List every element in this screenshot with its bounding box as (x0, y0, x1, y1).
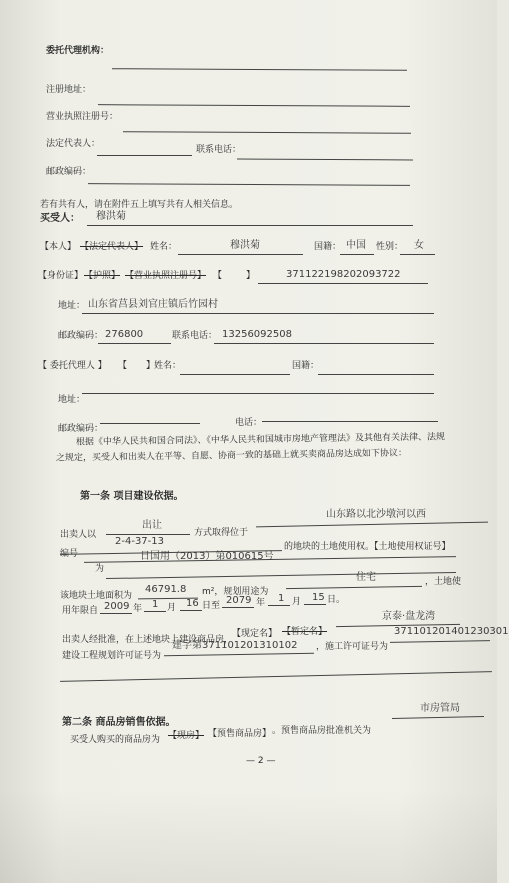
preamble-line-2: 之规定，买受人和出卖人在平等、自愿、协商一致的基础上就买卖商品房达成如下协议： (55, 448, 408, 464)
a2-l1-a: 买受人购买的商品房为 (70, 735, 161, 745)
bracket-person: 【本人】 (40, 242, 77, 252)
a1-l3-a: 编号 (60, 549, 79, 559)
buyer-address-line (82, 313, 434, 314)
gender-label: 性别： (376, 242, 404, 252)
bracket-empty-open: 【 (213, 271, 223, 281)
a1-l4-unit: m²，规划用途为 (202, 587, 269, 597)
a1-l5-mo: 月 (167, 603, 177, 613)
a2-existing-house: 【现房】 (168, 731, 205, 741)
agent-postcode-line (88, 183, 410, 186)
buyer-label: 买受人： (40, 213, 80, 224)
a1-planning-permit: 建字第371101201310102 (172, 640, 298, 651)
agent-title-line (112, 68, 407, 71)
a2-authority: 市房管局 (420, 703, 460, 714)
a1-l1-a: 出卖人以 (60, 530, 97, 540)
a1-location: 山东路以北沙墩河以西 (326, 509, 426, 520)
a1-land-use: 住宅 (356, 572, 376, 583)
a1-l4-a: 该地块土地面积为 (60, 591, 133, 601)
agent-title: 委托代理机构： (46, 46, 110, 56)
nationality-value: 中国 (346, 240, 366, 251)
article2-heading: 第二条 商品房销售依据。 (62, 717, 176, 728)
agent-nationality-label: 国籍： (292, 361, 320, 371)
buyer-name-value: 穆洪菊 (96, 211, 126, 222)
a1-year-start: 2009 (104, 601, 130, 612)
preamble-line-1: 根据《中华人民共和国合同法》、《中华人民共和国城市房地产管理法》及其他有关法律、法规 (75, 432, 446, 448)
a1-l2-b: 的地块的土地使用权。【土地使用权证号】 (284, 542, 451, 552)
a1-month-start-line (144, 611, 166, 612)
person-name-line (178, 254, 303, 255)
page-number: — 2 — (246, 756, 276, 766)
buyer-agent-phone-line (262, 421, 438, 422)
a1-construction-permit: 371101201401230301 (394, 626, 509, 637)
person-name-value: 穆洪菊 (230, 240, 260, 251)
agent-nationality-line (318, 374, 434, 375)
agent-name-label: 姓名： (154, 361, 182, 371)
agent-bracket-open: 【 (118, 361, 128, 371)
a1-l7-a: 建设工程规划许可证号为 (62, 651, 162, 661)
buyer-phone-label: 联系电话： (172, 331, 218, 341)
a1-l5-day: 日。 (327, 595, 346, 605)
a1-l3-b: 为 (95, 564, 105, 574)
a1-month-end: 1 (278, 593, 285, 604)
buyer-agent-postcode-line (100, 423, 200, 424)
a1-extra-line (60, 671, 492, 682)
nationality-line (340, 254, 374, 255)
a1-day-end-line (304, 604, 326, 605)
a2-authority-line (392, 716, 484, 719)
buyer-address-value: 山东省莒县刘官庄镇后竹园村 (88, 299, 218, 310)
a1-parcel: 2-4-37-13 (115, 536, 164, 547)
a1-l5-mo2: 月 (292, 597, 302, 607)
a1-l7-b: ，施工许可证号为 (316, 642, 389, 652)
a1-current-name: 【现定名】 (232, 629, 278, 639)
a1-year-end-line (222, 607, 254, 608)
person-name-label: 姓名： (150, 242, 178, 252)
buyer-phone-value: 13256092508 (222, 329, 292, 340)
a1-day-end: 15 (312, 592, 325, 603)
buyer-agent-address-label: 地址： (58, 395, 86, 405)
a1-land-cert-line (106, 572, 456, 579)
a1-l4-c: ，土地使 (425, 577, 462, 587)
buyer-agent-address-line (82, 393, 434, 394)
a1-planning-permit-line (164, 653, 314, 657)
a1-year-start-line (100, 613, 132, 614)
a1-l5-a: 用年限自 (62, 606, 99, 616)
buyer-postcode-value: 276800 (105, 329, 144, 340)
agent-license-label: 营业执照注册号： (46, 112, 119, 122)
bracket-legal-rep: 【法定代表人】 (80, 242, 144, 252)
agent-reg-address-label: 注册地址： (46, 85, 92, 95)
nationality-label: 国籍： (314, 242, 342, 252)
id-number-value: 371122198202093722 (286, 269, 401, 280)
bracket-passport: 【护照】 (84, 271, 121, 281)
a1-tentative-name: 【暂定名】 (282, 627, 328, 637)
buyer-postcode-label: 邮政编码： (58, 331, 104, 341)
bracket-id-card: 【身份证】 (38, 271, 84, 281)
bracket-empty-close: 】 (246, 271, 256, 281)
a1-l5-to: 日至 (202, 601, 221, 611)
a1-month-end-line (268, 605, 290, 606)
a1-month-start: 1 (152, 599, 159, 610)
agent-bracket-close: 】 (146, 361, 156, 371)
a1-project-name: 京泰·盘龙湾 (382, 611, 436, 622)
agent-name-line (180, 374, 290, 375)
page-shadow (0, 790, 497, 883)
a1-day-start-line (180, 610, 202, 611)
a1-construction-permit-line (390, 640, 490, 643)
co-owner-note: 若有共有人，请在附件五上填写共有人相关信息。 (40, 200, 239, 210)
agent-legal-rep-label: 法定代表人： (46, 139, 101, 149)
a2-presale-house: 【预售商品房】 (208, 729, 272, 739)
buyer-agent-postcode-label: 邮政编码： (58, 424, 104, 434)
agent-phone-label: 联系电话： (196, 145, 242, 155)
a1-land-area: 46791.8 (145, 584, 187, 595)
agent-phone-line (237, 159, 413, 161)
agent-license-line (123, 131, 411, 134)
buyer-postcode-line (98, 343, 171, 344)
id-number-line (258, 283, 428, 284)
gender-line (400, 254, 435, 255)
agent-postcode-label: 邮政编码： (46, 167, 92, 177)
a1-l6-a: 出卖人经批准，在上述地块上建设商品房， (62, 635, 234, 645)
gender-value: 女 (414, 240, 424, 251)
buyer-phone-line (214, 343, 434, 344)
buyer-agent-phone-label: 电话： (235, 418, 263, 428)
buyer-name-line (87, 225, 413, 226)
a1-l1-b: 方式取得位于 (194, 528, 249, 538)
a1-land-use-line (286, 586, 422, 589)
a1-l5-yr2: 年 (256, 598, 266, 608)
buyer-address-label: 地址： (58, 301, 86, 311)
bracket-business-license: 【营业执照注册号】 (125, 271, 207, 281)
article1-heading: 第一条 项目建设依据。 (80, 491, 184, 502)
a1-year-end: 2079 (226, 595, 252, 606)
a1-l5-yr: 年 (133, 604, 143, 614)
agent-reg-address-line (98, 104, 410, 107)
a2-l1-d: 。预售商品房批准机关为 (272, 726, 372, 736)
a1-location-line (256, 522, 488, 528)
agent-legal-rep-line (97, 155, 192, 156)
bracket-agent: 【 委托代理人 】 (38, 361, 107, 371)
a1-day-start: 16 (186, 598, 199, 609)
a1-land-cert: 日国用（2013）第010615号 (140, 551, 274, 562)
a1-land-method-line (106, 534, 190, 535)
a1-land-method: 出让 (142, 520, 162, 531)
